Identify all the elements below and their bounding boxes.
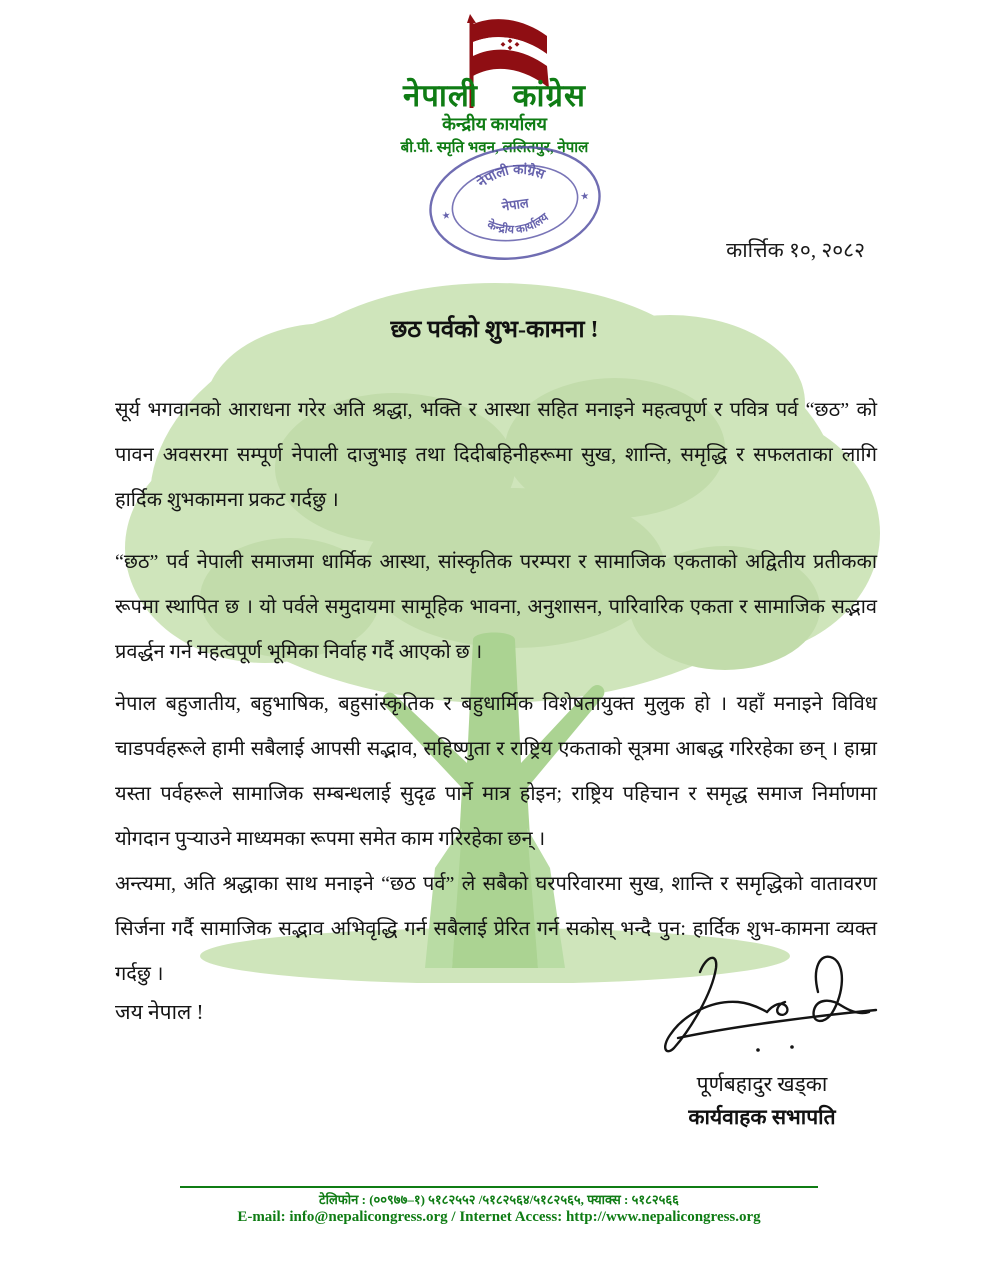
- signatory-name: पूर्णबहादुर खड्का: [696, 1072, 828, 1096]
- stamp-center-text: नेपाल: [500, 195, 530, 214]
- signature-block: [628, 1068, 896, 1134]
- letter-date: कार्त्तिक १०, २०८२: [726, 238, 865, 262]
- footer-divider: [180, 1186, 818, 1188]
- stamp-left-star-icon: ★: [440, 210, 452, 223]
- signature: [640, 950, 895, 1062]
- signatory-designation: कार्यवाहक सभापति: [688, 1105, 836, 1129]
- paragraph-2: “छठ” पर्व नेपाली समाजमा धार्मिक आस्था, सांस्कृतिक परम्परा र सामाजिक एकताको अद्वितीय प्रतीकका रूपमा स्थापित छ । यो पर्वले समुदायमा सामूहिक भावना, अनुशासन, पारिवारिक एकता र सामाजिक सद्भाव प्रवर्द्धन गर्न महत्वपूर्ण भूमिका निर्वाह गर्दै आएको छ ।: [115, 551, 877, 663]
- paragraph-4: अन्त्यमा, अति श्रद्धाका साथ मनाइने “छठ पर्व” ले सबैको घरपरिवारमा सुख, शान्ति र समृद्धिको वातावरण सिर्जना गर्दै सामाजिक सद्भाव अभिवृद्धि गर्न सबैलाई प्रेरित गर्न सकोस् भन्दै पुन: हार्दिक शुभ-कामना व्यक्त गर्दछु ।: [115, 873, 877, 985]
- svg-text:नेपाली कांग्रेस: [472, 156, 550, 192]
- office-address: बी.पी. स्मृति भवन, ललितपुर, नेपाल: [400, 140, 589, 156]
- stamp-top-text: नेपाली कांग्रेस: [474, 161, 547, 191]
- stamp-bottom-text: केन्द्रीय कार्यालय: [485, 211, 551, 237]
- footer-email-line: E-mail: info@nepalicongress.org / Internet Access: http://www.nepalicongress.org: [237, 1209, 761, 1225]
- letter-title: छठ पर्वको शुभ-कामना !: [390, 317, 599, 343]
- footer-phone-line: टेलिफोन : (००९७७–१) ५१८२५५२ /५१८२५६४/५१८२५६५, फ्याक्स : ५१८२५६६: [319, 1192, 679, 1207]
- closing-salutation: जय नेपाल !: [115, 1000, 204, 1024]
- office-name: केन्द्रीय कार्यालय: [442, 114, 547, 134]
- paragraph-3: नेपाल बहुजातीय, बहुभाषिक, बहुसांस्कृतिक र बहुधार्मिक विशेषतायुक्त मुलुक हो । यहाँ मनाइने विविध चाडपर्वहरूले हामी सबैलाई आपसी सद्भाव, सहिष्णुता र राष्ट्रिय एकताको सूत्रमा आबद्ध गरिरहेका छन् । हाम्रा यस्ता पर्वहरूले सामाजिक सम्बन्धलाई सुदृढ पार्ने मात्र होइन; राष्ट्रिय पहिचान र समृद्ध समाज निर्माणमा योगदान पुऱ्याउने माध्यमका रूपमा समेत काम गरिरहेका छन् ।: [115, 693, 877, 850]
- paragraph-1: सूर्य भगवानको आराधना गरेर अति श्रद्धा, भक्ति र आस्था सहित मनाइने महत्वपूर्ण र पवित्र पर्व “छठ” को पावन अवसरमा सम्पूर्ण नेपाली दाजुभाइ तथा दिदीबहिनीहरूमा सुख, शान्ति, समृद्धि र सफलताका लागि हार्दिक शुभकामना प्रकट गर्दछु ।: [115, 399, 877, 511]
- party-name: नेपाली कांग्रेस: [403, 78, 586, 113]
- stamp-right-star-icon: ★: [579, 190, 591, 203]
